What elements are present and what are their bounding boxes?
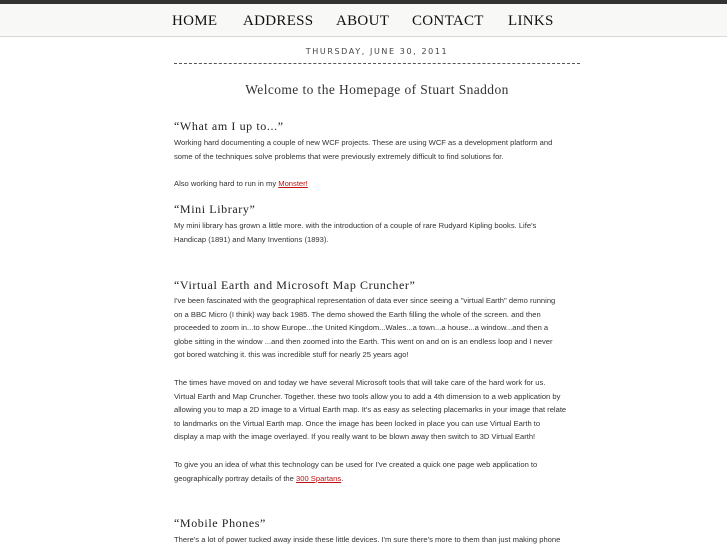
paragraph-line: Working hard documenting a couple of new WCF projects. These are using WCF as a development platform and [174,138,553,147]
paragraph-line: The times have moved on and today we have several Microsoft tools that will take care of the hard work for us. [174,378,546,387]
paragraph-line: globe sitting in the window ...and then zoomed into the Earth. This went on and on is an endless loop and I never [174,336,553,346]
paragraph-line: To give you an idea of what this technology can be used for I've created a quick one page web application to [174,460,538,469]
nav-address-link[interactable]: ADDRESS [243,13,314,29]
section-heading-mobile: “Mobile Phones” [174,516,266,530]
nav-links-link[interactable]: LINKS [508,13,554,29]
spartans-link[interactable]: 300 Spartans [296,473,342,483]
nav-home-link[interactable]: HOME [172,13,218,29]
paragraph-line: Handicap (1891) and Many Inventions (1893). [174,234,329,244]
paragraph-line: proceeded to zoom in...to show Europe...the United Kingdom...Wales...a town...a house...a window...and then a [174,323,549,333]
section-heading-up-to: “What am I up to...” [174,119,284,133]
nav-contact-link[interactable]: CONTACT [412,13,484,29]
main-navigation [0,4,727,37]
paragraph-line: Virtual Earth and Map Cruncher. Together. these two tools allow you to add a 4th dimension to a web application by [174,391,561,401]
post-date: THURSDAY, JUNE 30, 2011 [305,47,449,56]
paragraph [174,136,584,163]
paragraph-line: geographically portray details of the [174,473,296,483]
paragraph-line: some of the techniques solve problems that were previously extremely difficult to find solutions for. [174,151,504,161]
paragraph [174,177,584,191]
paragraph-line: I've been fascinated with the geographical representation of data ever since seeing a "virtual Earth" demo running [174,296,556,305]
paragraph [174,458,584,485]
paragraph-line: got bored watching it. this was incredible stuff for nearly 25 years ago! [174,350,409,360]
page-title: Welcome to the Homepage of Stuart Snaddon [245,82,509,97]
date-divider [174,63,580,64]
section-heading-library: “Mini Library” [174,202,256,216]
paragraph-line: My mini library has grown a little more. with the introduction of a couple of rare Rudyard Kipling books. Life's [174,221,537,230]
paragraph-line: Also working hard to run in my [174,179,279,188]
paragraph-line: on a BBC Micro (I think) way back 1985. The demo showed the Earth filling the whole of the screen. and then [174,309,541,319]
paragraph [174,294,584,362]
nav-about-link[interactable]: ABOUT [336,13,390,29]
paragraph-line: There's a lot of power tucked away inside these little devices. I'm sure there's more to them than just making phone [174,535,561,544]
paragraph-line: allowing you to map a 2D image to a Virtual Earth map. It's as easy as selecting placemarks in your image that relate [174,405,567,415]
paragraph-line: display a map with the image overlayed. If you really want to be blown away then switch to 3D Virtual Earth! [174,432,536,442]
paragraph [174,376,584,444]
monster-link[interactable]: Monster! [278,179,308,188]
paragraph [174,219,584,246]
paragraph-line: to landmarks on the Virtual Earth map. Once the image has been locked in place you can use Virtual Earth to [174,418,541,428]
paragraph-line: . [341,473,344,483]
section-heading-virtual-earth: “Virtual Earth and Microsoft Map Cruncher” [174,278,416,292]
